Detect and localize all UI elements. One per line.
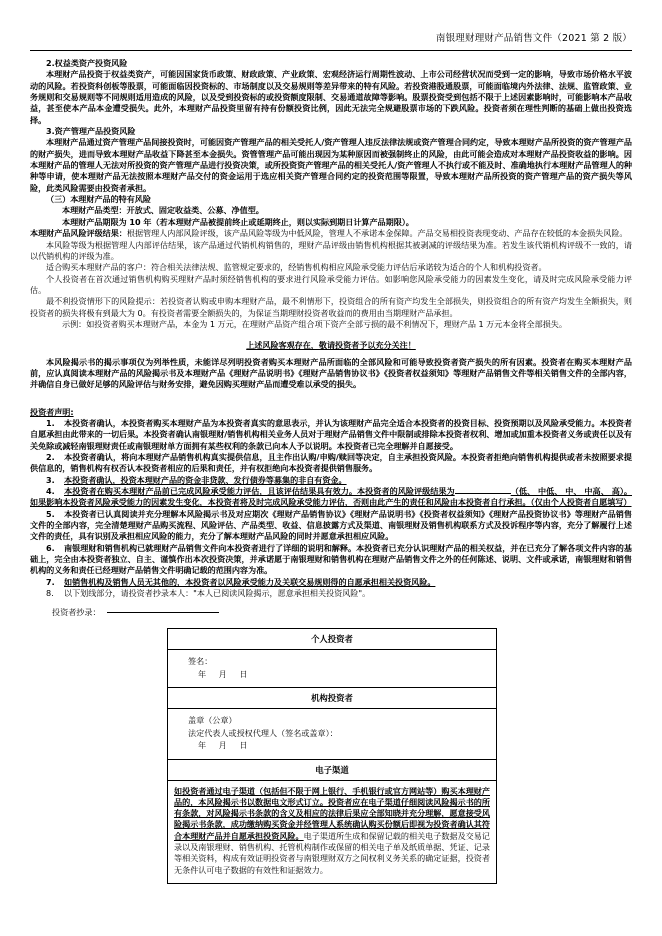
section-2-paragraph: 本理财产品投资于权益类资产，可能因国家货币政策、财政政策、产业政策、宏观经济运行周期性波动、上市公司经营状况而受到一定的影响，导致市场价格水平波动的风险。若投资科创板等股票，可能面临因投资标的、市场制度以及交易规则等差异带来的特有风险。若投资港股通股票，可能面临境内外法律、法规、监管政策、业务规则和交易规则等不同规则适用造成的风险，以及受到投资标的或投资额度限制、交易通道故障等影响。股票投资受到包括不限于上述因素影响时，可能影响本产品收益，甚至使本产品本金遭受损失。此外，本理财产品投资里留有持有份额投资比例，因此无法完全规避股票市场的下跌风险。投资者须在理性判断的基础上做出投资选择。: [30, 69, 632, 125]
section-2-title: 2.权益类资产投资风险: [46, 58, 128, 68]
echannel-header: 电子渠道: [168, 759, 497, 780]
declaration-no-8: 8.: [46, 588, 54, 599]
investor-transcription-blank[interactable]: [107, 612, 219, 613]
institution-investor-header: 机构投资者: [168, 688, 497, 709]
risk-disclosure-paragraph: 本风险揭示书的揭示事项仅为列举性质，未能详尽列明投资者购买本理财产品所面临的全部风险和可能导致投资者资产损失的所有因素。投资者在购买本理财产品前，应认真阅读本理财产品的风险揭示书及本理财产品《理财产品说明书》《理财产品销售协议书》《投资者权益须知》等理财产品销售文件等相关销售文件的全部内容，并确信自身已做好足够的风险评估与财务安排，避免因购买理财产品而遭受难以承受的损失。: [30, 356, 632, 390]
declaration-text-7: 如销售机构及销售人员无其他的，本投资者以风险承受能力及关联交易规则得的自愿承担相关投资风险。: [64, 576, 436, 587]
signature-field[interactable]: [188, 655, 496, 668]
rating-note-1: 本风险等级为根据管理人内部评估结果，该产品通过代销机构销售的，理财产品评级由销售机构根据其被剥减的评级结果为准。若发生该代销机构评级不一致的，请以代销机构的评级为准。: [30, 239, 632, 261]
table-row: [168, 780, 497, 883]
section-3-title: 3.资产管理产品投资风险: [46, 126, 136, 137]
echannel-body: [168, 780, 497, 883]
declaration-no-3: 3.: [46, 474, 55, 485]
declaration-text-4b: （低、 中低、 中、 中高、 高）。如果影响本投资者风险承受能力的因素发生变化，本投资者将及时完成风险承受能力评估，否则由此产生的责任和风险由本投资者自行承担。（仅由个人投资者自愿填写）: [30, 486, 632, 508]
declaration-text-2: 本投资者确认，将向本理财产品销售机构真实提供信息，且主作出认购/申购/赎回等决定，自主承担投资风险。本投资者拒绝向销售机构提供或者未按照要求提供信息的，销售机构有权否认本投资者相应的后果和责任，并有权拒绝向本投资者提供销售服务。: [30, 452, 632, 474]
individual-investor-body: [168, 650, 497, 688]
risk-warning-callout: 上述风险客观存在，敬请投资者予以充分关注！: [246, 340, 416, 351]
signature-table: [167, 628, 497, 884]
seal-label: 盖章（公章）: [188, 715, 237, 725]
echannel-bold-text: 如投资者通过电子渠道（包括但不限于网上银行、手机银行或官方网站等）购买本理财产品的，本风险揭示书以数据电文形式订立。投资者应在电子渠道仔细阅读风险揭示书的所有条款，对风险揭示书条款的含义及相应的法律后果应全部知晓并充分理解，愿意接受风险揭示书条款，成功缴纳购买资金并经管理人系统确认购买份额后即视为投资者确认其符合本理财产品并自愿承担投资风险。: [174, 785, 490, 841]
risk-rating-text: 根据管理人内部风险评级，该产品风险等级为中低风险，管理人不承诺本金保障。产品交易相投资表现变动、产品存在较低的本金损失风险。: [126, 228, 628, 239]
seal-field[interactable]: [188, 714, 496, 727]
declaration-text-3: 本投资者确认，投资本理财产品的资金非贷款、发行债券等募集的非自有资金。: [64, 474, 347, 485]
declaration-text-4: 本投资者在购买本理财产品前已完成风险承受能力评估，且该评估结果具有效力。本投资者的风险评级结果为: [64, 486, 455, 497]
signature-label: 签名：: [188, 656, 213, 666]
declaration-no-5: 5.: [46, 508, 55, 519]
echannel-text: 电子渠道所生成和保留记载的相关电子数据及交易记录以及南银理财、销售机构、托管机构制作或保留的相关电子单及纸质单据、凭证、记录等相关资料，构成有效证明投资者与南银理财双方之间权利义务关系的确定证据，投资者无条件认可电子数据的有效性和证据效力。: [174, 830, 490, 875]
suitable-clients: 适合购买本理财产品的客户：符合相关法律法规、监管规定要求的，经销售机构相应风险承受能力评估后承诺较为适合的个人和机构投资者。: [46, 262, 547, 273]
table-row: [168, 650, 497, 688]
table-row: [168, 709, 497, 760]
example-label: 示例：: [62, 318, 87, 329]
date-field[interactable]: [188, 668, 496, 681]
table-row: [168, 629, 497, 650]
page-header: [30, 30, 632, 44]
document-body: [30, 58, 632, 599]
example-text: 如投资者购买本理财产品，本金为 1 万元，在理财产品资产组合项下资产全部亏损的最不利情况下，理财产品 1 万元本金将全部损失。: [86, 318, 567, 329]
table-row: [168, 759, 497, 780]
table-row: [168, 688, 497, 709]
product-term-line: 本理财产品期限为 10 年（若本理财产品被提前终止或延期终止，则以实际到期日计算产品期限）。: [62, 216, 414, 227]
section-4-title: （三）本理财产品的特有风险: [46, 194, 151, 205]
section-3-paragraph: 本理财产品通过资产管理产品间接投资时，可能因资产管理产品的相关受托人/资产管理人违反法律法规或资产管理合同约定，导致本理财产品所投资的资产管理产品的财产损失，进而导致本理财产品收益下降甚至本金损失。资管管理产品可能出现因为某种原因而被强制终止的风险，由此可能会造成对本理财产品投资收益的影响。因本理财产品的管理人无法对所投资的资产管理产品进行投资决策，或所投资资产管理产品的相关受托人/资产管理人不执行或不能及时、准确地执行本理财产品管理人的种种等申请，使本理财产品无法按照本理财产品交付的资金运用于选应相关资产管理合同约定的投资范围等限置，导致本理财产品所投资的资产管理产品的资产损失等风险，此类风险需要由投资者承担。: [30, 137, 632, 193]
legal-rep-field[interactable]: [188, 727, 496, 740]
institution-date-field[interactable]: [188, 739, 496, 752]
declaration-text-8: 以下划线部分，请投资者抄录本人："本人已阅读风险揭示，愿意承担相关投资风险"。: [64, 588, 371, 599]
declaration-title: 投资者声明:: [30, 406, 74, 417]
declaration-text-6: 南银理财和销售机构已就理财产品销售文件向本投资者进行了详细的说明和解释。本投资者已充分认识理财产品的相关权益，并在已充分了解各项文件内容的基础上，完全由本投资者独立、自主、谨慎作出本次投资决策，并承诺愿于南银理财和销售机构在理财产品销售文件之外的任何陈述、说明、文件或承诺，南银理财和销售机构的义务和责任已经理财产品销售文件明确记载的范围内容为准。: [30, 542, 632, 576]
declaration-no-7: 7.: [46, 576, 55, 587]
declaration-no-2: 2.: [46, 452, 55, 462]
product-type-line: 本理财产品类型：开放式、固定收益类、公募、净值型。: [62, 205, 264, 216]
risk-rating-label: 本理财产品风险评级结果：: [30, 228, 127, 239]
institution-date-label: 年 月 日: [198, 740, 253, 750]
investor-transcription-label: 投资者抄录：: [52, 607, 101, 617]
risk-level-blank[interactable]: [455, 493, 511, 494]
declaration-no-4: 4.: [46, 486, 55, 497]
declaration-text-1: 本投资者确认，本投资者购买本理财产品为本投资者真实的意思表示，并认为该理财产品完全适合本投资者的投资目标、投资预期以及风险承受能力。本投资者自愿承担由此带来的一切后果。本投资者确认南银理财/销售机构相关业务人员对于理财产品销售文件中限制或排除本投资者权利、增加或加重本投资者义务或责任以及有关免除或减轻南银理财责任或南银理财单方面拥有某些权利的条款已向本人予以说明。本投资者已完全理解并自愿接受。: [30, 417, 632, 451]
legal-rep-label: 法定代表人或授权代理人（签名或盖章）：: [188, 727, 338, 738]
date-label: 年 月 日: [198, 668, 253, 679]
declaration-no-6: 6.: [46, 542, 55, 553]
header-divider: [30, 50, 632, 51]
signature-table-wrapper: [167, 628, 497, 884]
header-title: 南银理财理财产品销售文件（2021 第 2 版）: [435, 33, 632, 44]
institution-investor-body: [168, 709, 497, 760]
individual-assessment-note: 个人投资者在首次通过销售机构购买理财产品时须经销售机构的要求进行风险承受能力评估。如影响您风险承受能力的因素发生变化，请及时完成风险承受能力评估。: [30, 273, 632, 295]
investor-transcription-line: [52, 607, 219, 618]
declaration-no-1: 1.: [46, 417, 55, 428]
individual-investor-header: 个人投资者: [168, 629, 497, 650]
worst-case-note: 最不利投资情形下的风险提示：若投资者认购或申购本理财产品，最不利情形下，投资组合的所有资产均发生全部损失，则投资组合的所有资产均发生全额损失，则投资者的损失将极有到最大为 0。有投资者需要全额损失的，为保证当期理财投资者收益而的费用由当期理财产品承担。: [30, 296, 632, 318]
declaration-text-5: 本投资者已认真阅读并充分理解本风险揭示书及对应期次《理财产品销售协议》《理财产品说明书》《投资者权益须知》《理财产品投资协议书》等理财产品销售文件的全部内容，完全清楚理财产品购买流程、风险评估、产品类型、收益、信息披露方式及渠道、南银理财及销售机构联系方式及投诉程序等内容，充分了解履行上述文件的责任，具有识别及承担相应风险的能力，充分了解本理财产品风险的同时并愿意承担相应风险。: [30, 508, 632, 542]
